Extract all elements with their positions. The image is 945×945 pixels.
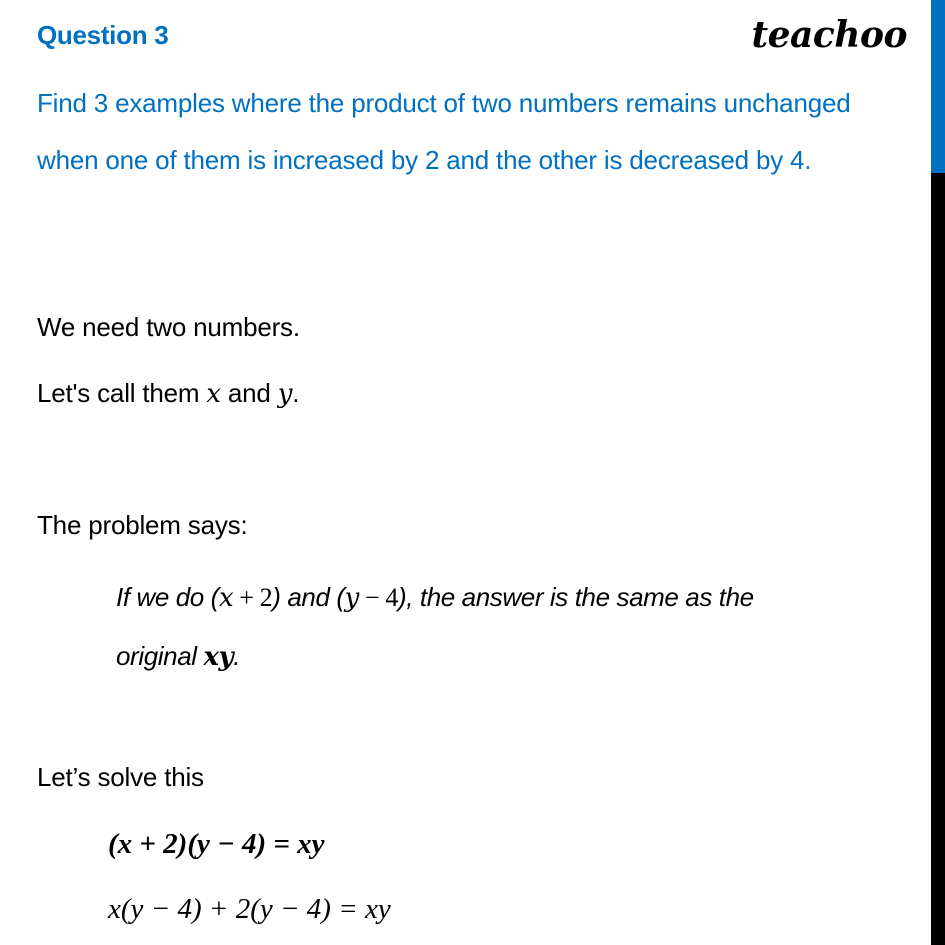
math-var-y: y (277, 379, 293, 409)
math-fragment: + 2 (233, 583, 273, 612)
question-title: Question 3 (37, 20, 169, 50)
text-fragment: If we do ( (116, 582, 219, 612)
text-fragment: . (292, 378, 300, 408)
quote-line-1 (116, 568, 896, 627)
text-fragment: . (233, 641, 241, 671)
text-line-need-two-numbers: We need two numbers. (37, 312, 300, 342)
text-fragment: original (116, 641, 204, 671)
problem-quote (116, 568, 896, 686)
teachoo-logo: teachoo (751, 14, 907, 56)
side-bar-blue-segment (931, 0, 945, 173)
math-var-x: x (218, 583, 234, 613)
math-var-x: x (206, 379, 221, 409)
text-line-lets-solve: Let’s solve this (37, 762, 204, 792)
text-fragment: and (220, 378, 278, 408)
text-fragment: Let's call them (37, 378, 207, 408)
math-var-y: y (344, 583, 359, 613)
text-line-problem-says: The problem says: (37, 510, 248, 540)
text-line-call-them (37, 378, 299, 409)
question-text: Find 3 examples where the product of two numbers remains unchanged when one of them is increased by 2 and the other is decreased by 4. (37, 88, 851, 175)
text-fragment: ) and ( (272, 582, 345, 612)
math-fragment: − 4 (358, 583, 398, 612)
text-fragment: ), the answer is the same as the (398, 582, 754, 612)
side-bar-black-segment (931, 173, 945, 945)
equation-2: x(y − 4) + 2(y − 4) = xy (108, 893, 391, 925)
math-bold-xy: xy (203, 642, 234, 672)
equation-1: (x + 2)(y − 4) = xy (108, 828, 325, 860)
side-accent-bar (931, 0, 945, 945)
quote-line-2 (116, 627, 896, 686)
